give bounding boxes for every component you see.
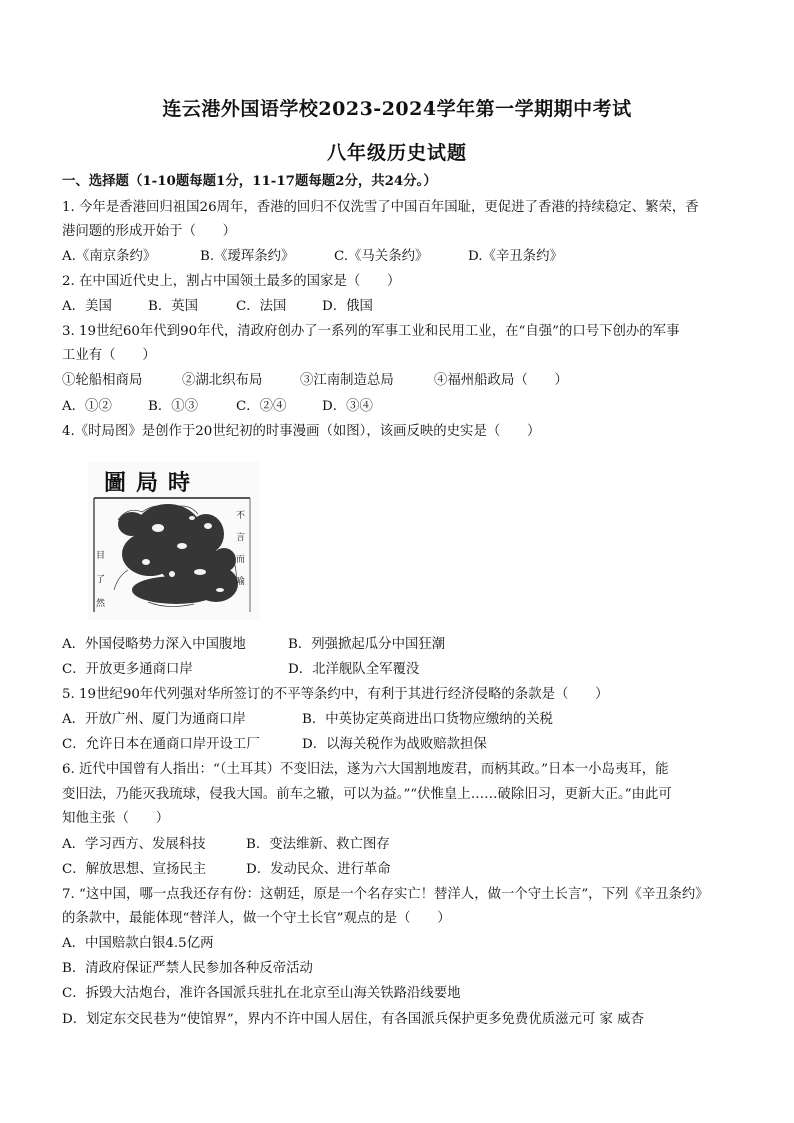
q3-item-2: ②湖北织布局 <box>182 373 263 388</box>
q4-option-a: A．外国侵略势力深入中国腹地 <box>62 637 246 652</box>
shiju-tu-cartoon-image <box>88 462 260 620</box>
q7-option-c: C．拆毁大沽炮台，准许各国派兵驻扎在北京至山海关铁路沿线要地 <box>62 986 461 1001</box>
q2-option-b: B．英国 <box>148 299 199 314</box>
q3-option-a: A．①② <box>62 399 112 414</box>
q3-item-3: ③江南制造总局 <box>300 373 394 388</box>
q1-option-a: A.《南京条约》 <box>62 249 157 264</box>
q3-option-c: C．②④ <box>236 399 287 414</box>
q1-stem-line1: 1. 今年是香港回归祖国26周年，香港的回归不仅洗雪了中国百年国耻，更促进了香港的持续稳定、繁荣，香 <box>62 200 699 215</box>
q3-stem-line1: 3. 19世纪60年代到90年代，清政府创办了一系列的军事工业和民用工业，在“自强”的口号下创办的军事 <box>62 324 680 339</box>
q7-stem-line1: 7. “这中国，哪一点我还存有份：这朝廷，原是一个名存实亡！替洋人，做一个守土长言”，下列《辛丑条约》 <box>62 887 709 902</box>
q5-option-b: B．中英协定英商进出口货物应缴纳的关税 <box>302 712 553 727</box>
exam-title: 连云港外国语学校2023-2024学年第一学期期中考试 <box>162 98 632 120</box>
exam-subtitle: 八年级历史试题 <box>326 142 467 164</box>
cartoon-title-text: 圖局時 <box>104 470 201 496</box>
q1-option-c: C.《马关条约》 <box>334 249 429 264</box>
q6-option-d: D．发动民众、进行革命 <box>246 862 391 877</box>
q3-item-4: ④福州船政局（ ） <box>434 373 568 388</box>
cartoon-right-char-1: 不 <box>236 511 246 521</box>
q6-stem-line3: 知他主张（ ） <box>62 811 170 826</box>
q4-option-b: B．列强掀起瓜分中国狂潮 <box>288 637 446 652</box>
q4-option-d: D．北洋舰队全军覆没 <box>288 662 420 677</box>
q7-option-a: A．中国赔款白银4.5亿两 <box>62 936 214 951</box>
q1-option-d: D.《辛丑条约》 <box>468 249 563 264</box>
section-heading: 一、选择题（1-10题每题1分，11-17题每题2分，共24分。） <box>62 173 437 189</box>
cartoon-right-char-2: 言 <box>236 533 246 543</box>
q2-option-c: C．法国 <box>236 299 287 314</box>
cartoon-right-char-4: 喻 <box>236 577 246 587</box>
q2-stem: 2. 在中国近代史上，割占中国领土最多的国家是（ ） <box>62 274 401 289</box>
cartoon-left-char-2: 了 <box>96 575 106 585</box>
q3-option-b: B．①③ <box>148 399 199 414</box>
q6-option-c: C．解放思想、宣扬民主 <box>62 862 207 877</box>
q4-option-c: C．开放更多通商口岸 <box>62 662 193 677</box>
q6-stem-line2: 变旧法，乃能灭我琉球，侵我大国。前车之辙，可以为益。”“伏惟皇上……破除旧习，更新大正。”由此可 <box>62 787 672 802</box>
q3-item-1: ①轮船相商局 <box>62 373 143 388</box>
q7-stem-line2: 的条款中，最能体现“替洋人，做一个守土长官”观点的是（ ） <box>62 911 451 926</box>
q5-option-c: C．允许日本在通商口岸开设工厂 <box>62 737 260 752</box>
cartoon-right-char-3: 而 <box>236 555 246 565</box>
q3-option-d: D．③④ <box>322 399 373 414</box>
q1-stem-line2: 港问题的形成开始于（ ） <box>62 224 237 239</box>
q1-option-b: B.《瑷珲条约》 <box>200 249 295 264</box>
q4-stem: 4.《时局图》是创作于20世纪初的时事漫画（如图），该画反映的史实是（ ） <box>62 424 541 439</box>
cartoon-left-char-3: 然 <box>96 599 106 609</box>
q5-option-d: D．以海关税作为战败赔款担保 <box>302 737 487 752</box>
q2-option-a: A．美国 <box>62 299 112 314</box>
q6-option-a: A．学习西方、发展科技 <box>62 837 206 852</box>
q5-option-a: A．开放广州、厦门为通商口岸 <box>62 712 246 727</box>
q7-option-b: B．清政府保证严禁人民参加各种反帝活动 <box>62 961 313 976</box>
q2-option-d: D．俄国 <box>322 299 373 314</box>
q7-option-d: D．划定东交民巷为“使馆界”，界内不许中国人居住，有各国派兵保护更多免费优质滋元可 家 威杏 <box>62 1012 644 1027</box>
q3-stem-line2: 工业有（ ） <box>62 348 156 363</box>
cartoon-left-char-1: 目 <box>96 551 106 561</box>
q6-option-b: B．变法维新、救亡图存 <box>246 837 390 852</box>
q6-stem-line1: 6. 近代中国曾有人指出：“（土耳其）不变旧法，遂为六大国割地废君，而柄其政。”日本一小岛夷耳，能 <box>62 762 669 777</box>
q5-stem: 5. 19世纪90年代列强对华所签订的不平等条约中，有利于其进行经济侵略的条款是（ ） <box>62 687 609 702</box>
